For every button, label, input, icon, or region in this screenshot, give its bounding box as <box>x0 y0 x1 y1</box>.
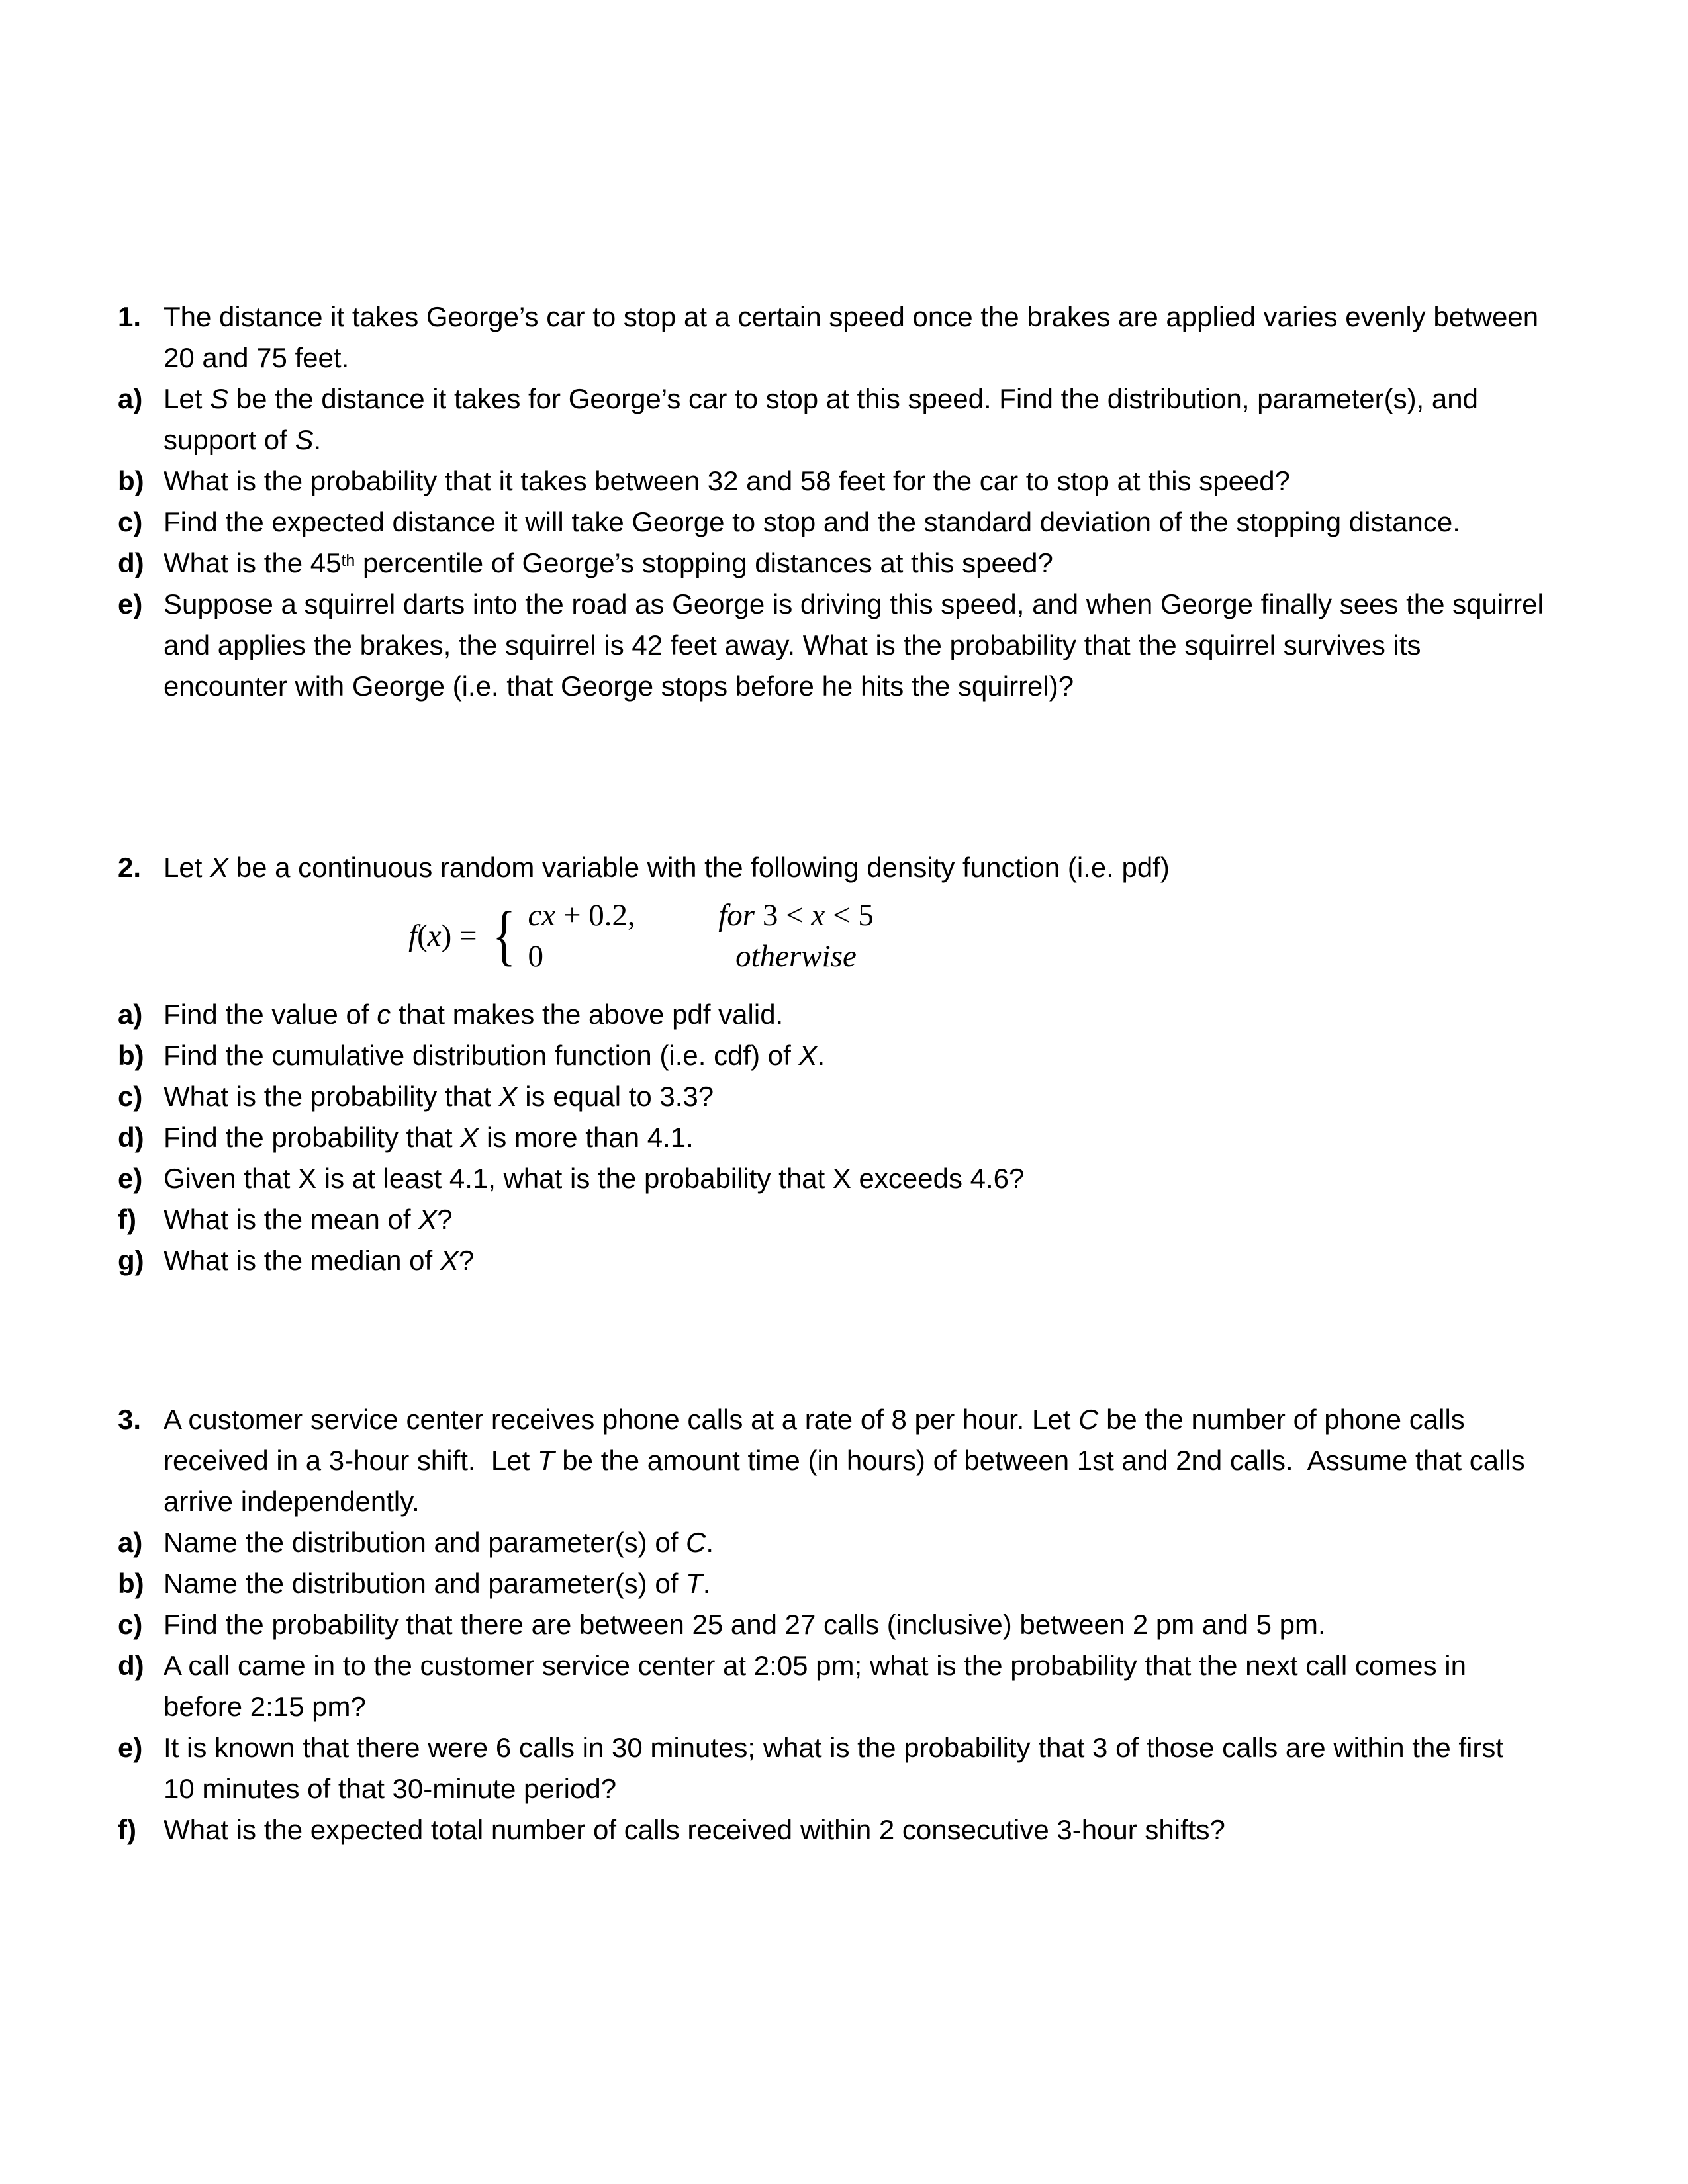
problem-statement <box>118 1399 1622 1522</box>
item-label: f) <box>118 1204 136 1235</box>
sub-question <box>118 1158 1622 1199</box>
item-text <box>164 379 1622 461</box>
item-label: a) <box>118 999 143 1030</box>
variable-name: for <box>718 898 755 933</box>
text-line: 10 minutes of that 30-minute period? <box>164 1773 617 1804</box>
item-text <box>164 1117 1622 1158</box>
case-condition <box>686 936 905 977</box>
text-line: A call came in to the customer service center at 2:05 pm; what is the probability that the next call comes in <box>164 1650 1466 1681</box>
text-line: Find the cumulative distribution function (i.e. cdf) of X. <box>164 1040 825 1071</box>
text-line: What is the probability that X is equal to 3.3? <box>164 1081 714 1112</box>
item-text <box>164 296 1622 379</box>
item-text <box>164 584 1622 707</box>
item-text <box>164 1727 1622 1809</box>
variable-name: otherwise <box>735 939 857 974</box>
sub-question <box>118 1522 1622 1563</box>
item-label: d) <box>118 1122 144 1153</box>
item-text <box>164 1199 1622 1240</box>
sub-question <box>118 1035 1622 1076</box>
item-label: c) <box>118 1081 143 1112</box>
item-label: b) <box>118 1040 144 1071</box>
text-line: The distance it takes George’s car to stop at a certain speed once the brakes are applied varies evenly between <box>164 301 1539 332</box>
item-text <box>164 1240 1622 1281</box>
problem-statement <box>118 847 1622 888</box>
item-label: 1. <box>118 301 142 332</box>
text-line: and applies the brakes, the squirrel is 42 feet away. What is the probability that the squirrel survives its <box>164 629 1421 660</box>
text-line: What is the expected total number of calls received within 2 consecutive 3-hour shifts? <box>164 1814 1225 1845</box>
item-text <box>164 1563 1622 1604</box>
item-text <box>164 847 1622 888</box>
variable-name: T <box>537 1445 555 1476</box>
text-line: Let X be a continuous random variable with the following density function (i.e. pdf) <box>164 852 1170 883</box>
item-text <box>164 1076 1622 1117</box>
text-line: Find the expected distance it will take George to stop and the standard deviation of the stopping distance. <box>164 506 1460 537</box>
item-text <box>164 1604 1622 1645</box>
item-text <box>164 1035 1622 1076</box>
case-value: cx + 0.2, <box>528 898 635 933</box>
formula-lhs: f(x) = <box>408 919 477 953</box>
variable-name: x <box>811 898 825 933</box>
problem-statement <box>118 296 1622 379</box>
text-line: Find the probability that there are between 25 and 27 calls (inclusive) between 2 pm and 5 pm. <box>164 1609 1326 1640</box>
pdf-formula <box>408 895 1622 977</box>
item-label: a) <box>118 1527 143 1558</box>
text-line: What is the mean of X? <box>164 1204 453 1235</box>
text-line: Name the distribution and parameter(s) of T. <box>164 1568 711 1599</box>
variable-name: c <box>377 999 391 1030</box>
item-label: e) <box>118 1163 143 1194</box>
text-line: arrive independently. <box>164 1486 420 1517</box>
item-label: c) <box>118 1609 143 1640</box>
problem-1 <box>118 296 1622 707</box>
item-label: e) <box>118 1732 143 1763</box>
text-line: What is the probability that it takes between 32 and 58 feet for the car to stop at this speed? <box>164 465 1291 496</box>
text-line: before 2:15 pm? <box>164 1691 366 1722</box>
variable-name: f <box>408 919 418 953</box>
variable-name: C <box>686 1527 706 1558</box>
sub-question <box>118 1199 1622 1240</box>
variable-name: C <box>1078 1404 1099 1435</box>
sub-question <box>118 1076 1622 1117</box>
variable-name: X <box>418 1204 438 1235</box>
text-line: support of S. <box>164 424 322 455</box>
item-label: g) <box>118 1245 144 1276</box>
text-line: Find the probability that X is more than 4.1. <box>164 1122 694 1153</box>
variable-name: T <box>686 1568 703 1599</box>
item-text <box>164 543 1622 584</box>
item-label: f) <box>118 1814 136 1845</box>
item-label: d) <box>118 547 144 578</box>
item-text <box>164 1158 1622 1199</box>
item-text <box>164 1399 1622 1522</box>
sub-question <box>118 1727 1622 1809</box>
text-line: Suppose a squirrel darts into the road as George is driving this speed, and when George finally sees the squirrel <box>164 588 1544 619</box>
sub-question <box>118 1563 1622 1604</box>
item-label: 3. <box>118 1404 142 1435</box>
text-line: Let S be the distance it takes for George’s car to stop at this speed. Find the distribution, parameter(s), and <box>164 383 1478 414</box>
item-label: b) <box>118 465 144 496</box>
problem-3 <box>118 1399 1622 1850</box>
item-label: b) <box>118 1568 144 1599</box>
text-line: Given that X is at least 4.1, what is the probability that X exceeds 4.6? <box>164 1163 1025 1194</box>
sub-question <box>118 994 1622 1035</box>
sub-question <box>118 1117 1622 1158</box>
variable-name: X <box>498 1081 518 1112</box>
sub-question <box>118 1645 1622 1727</box>
item-label: d) <box>118 1650 144 1681</box>
variable-name: X <box>440 1245 459 1276</box>
sub-question <box>118 502 1622 543</box>
sub-question <box>118 584 1622 707</box>
item-label: c) <box>118 506 143 537</box>
left-brace: { <box>492 898 516 973</box>
item-text <box>164 502 1622 543</box>
text-line: 20 and 75 feet. <box>164 342 350 373</box>
text-line: What is the 45th percentile of George’s stopping distances at this speed? <box>164 547 1053 578</box>
variable-name: X <box>210 852 229 883</box>
superscript-text: th <box>341 551 355 570</box>
sub-question <box>118 379 1622 461</box>
variable-name: S <box>295 424 314 455</box>
variable-name: x <box>427 919 442 953</box>
variable-name: cx <box>528 898 556 933</box>
sub-question <box>118 461 1622 502</box>
variable-name: S <box>210 383 229 414</box>
item-text <box>164 994 1622 1035</box>
item-text <box>164 1522 1622 1563</box>
text-line: What is the median of X? <box>164 1245 475 1276</box>
item-label: a) <box>118 383 143 414</box>
sub-question <box>118 543 1622 584</box>
item-label: 2. <box>118 852 142 883</box>
item-text <box>164 1809 1622 1850</box>
assignment-content <box>118 296 1622 1850</box>
problem-2 <box>118 847 1622 1281</box>
sub-question <box>118 1240 1622 1281</box>
case-value: 0 <box>528 939 543 974</box>
text-line: Name the distribution and parameter(s) of C. <box>164 1527 714 1558</box>
sub-question <box>118 1604 1622 1645</box>
text-line: encounter with George (i.e. that George stops before he hits the squirrel)? <box>164 670 1074 702</box>
variable-name: X <box>798 1040 818 1071</box>
text-line: A customer service center receives phone calls at a rate of 8 per hour. Let C be the number of phone calls <box>164 1404 1465 1435</box>
text-line: It is known that there were 6 calls in 30 minutes; what is the probability that 3 of those calls are within the first <box>164 1732 1503 1763</box>
item-label: e) <box>118 588 143 619</box>
text-line: Find the value of c that makes the above pdf valid. <box>164 999 784 1030</box>
sub-question <box>118 1809 1622 1850</box>
case-condition: for 3 < x < 5 <box>718 898 874 933</box>
variable-name: X <box>460 1122 479 1153</box>
formula-cases <box>528 895 905 977</box>
item-text <box>164 1645 1622 1727</box>
text-line: received in a 3-hour shift. Let T be the amount time (in hours) of between 1st and 2nd calls. Assume that calls <box>164 1445 1525 1476</box>
item-text <box>164 461 1622 502</box>
